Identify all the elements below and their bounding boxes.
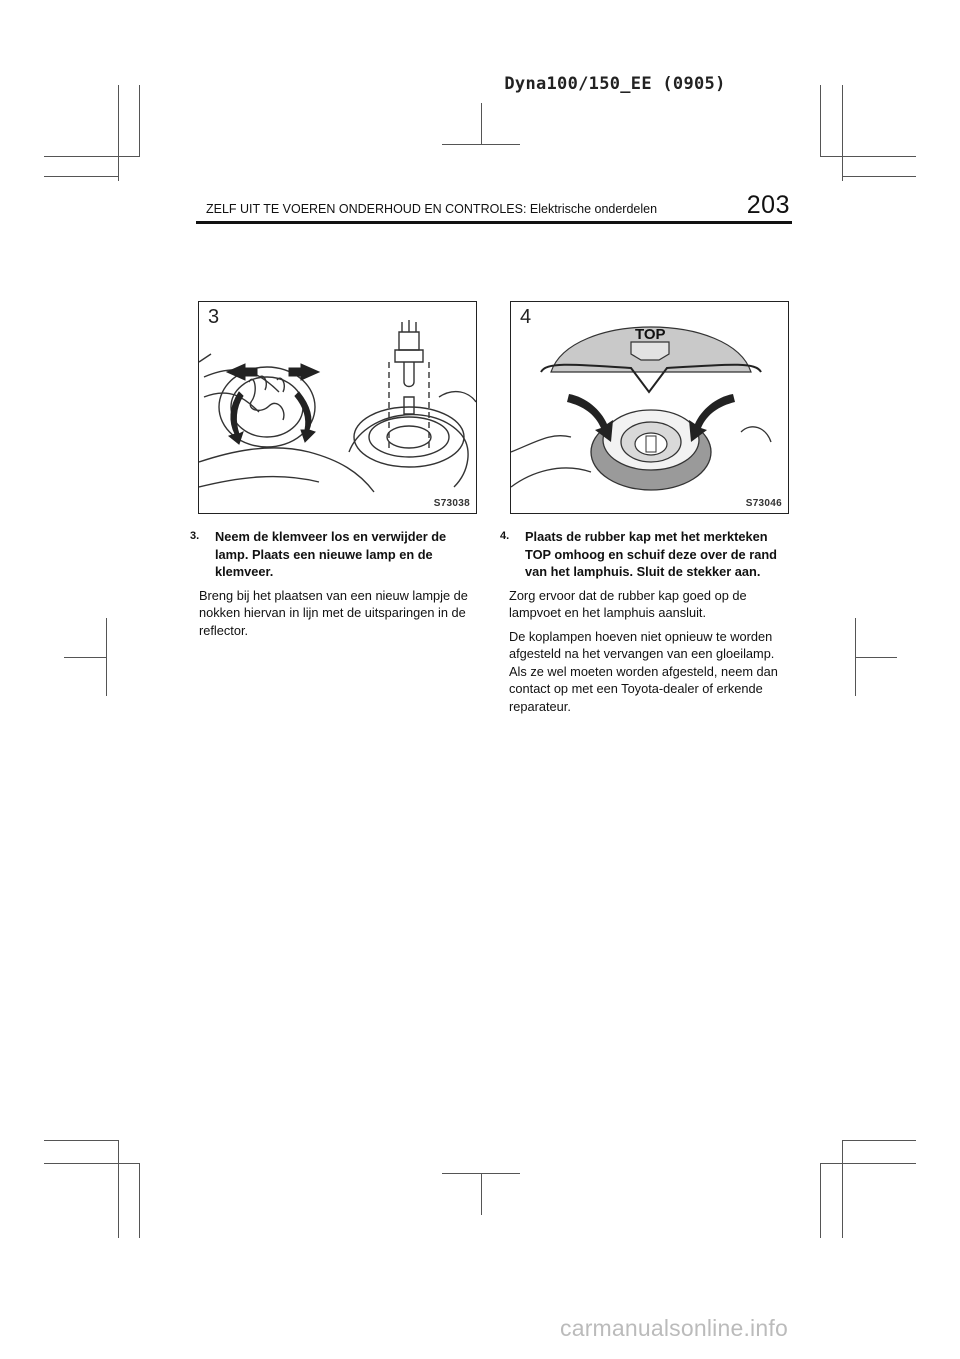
figure-number: 3: [208, 306, 220, 328]
figure-3: [198, 301, 477, 514]
figure-code: S73038: [433, 498, 470, 509]
step-4: [500, 528, 790, 715]
figure-code: S73046: [745, 498, 782, 509]
step-number: 4.: [500, 530, 510, 542]
footer-watermark: carmanualsonline.info: [560, 1315, 788, 1341]
section-title: ZELF UIT TE VOEREN ONDERHOUD EN CONTROLES: Elektrische onderdelen: [206, 202, 658, 216]
step-3: [190, 528, 480, 639]
page-header: [196, 193, 792, 224]
step-note: De koplampen hoeven niet opnieuw te worden afgesteld na het vervangen van een gloeilamp. Als ze wel moeten worden afgesteld, neem dan contact op met een Toyota‐dealer of erkende reparateur.: [509, 628, 778, 714]
step-instruction: Plaats de rubber kap met het merkteken TOP omhoog en schuif deze over de rand van het lamphuis. Sluit de stekker aan.: [525, 529, 777, 579]
bulb-removal-illustration: [199, 302, 476, 513]
figure-4: [510, 301, 789, 514]
document-code: Dyna100/150_EE (0905): [504, 74, 726, 94]
step-number: 3.: [190, 530, 200, 542]
step-instruction: Neem de klemveer los en verwijder de lamp. Plaats een nieuwe lamp en de klemveer.: [215, 529, 447, 579]
step-note: Breng bij het plaatsen van een nieuw lampje de nokken hiervan in lijn met de uitsparingen in de reflector.: [199, 587, 468, 638]
step-note: Zorg ervoor dat de rubber kap goed op de lampvoet en het lamphuis aansluit.: [509, 587, 747, 620]
page-number: 203: [746, 191, 790, 219]
top-mark-label: TOP: [635, 326, 666, 343]
step-heading: [500, 528, 790, 581]
figure-number: 4: [520, 306, 532, 328]
step-heading: [190, 528, 480, 581]
